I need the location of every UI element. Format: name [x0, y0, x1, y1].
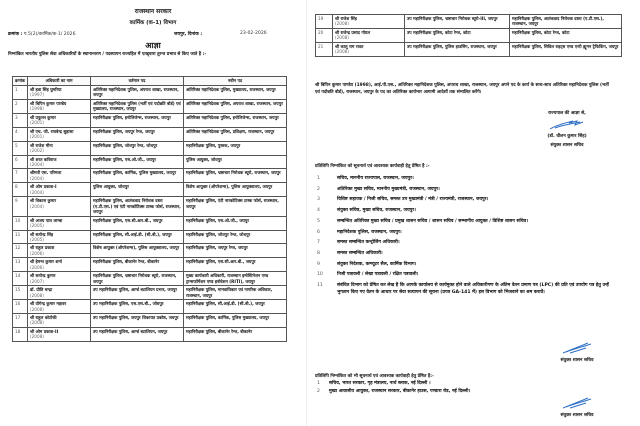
officer-batch: (2008) [30, 292, 44, 298]
new-post: अतिरिक्त महानिदेशक पुलिस, इन्टेलिजेन्स, राजस्थान, जयपुर [184, 113, 287, 127]
serial-number: 2 [13, 99, 28, 113]
serial-number: 10 [13, 216, 28, 230]
list-item [317, 197, 617, 203]
table-row [13, 313, 287, 327]
table-row [13, 99, 287, 113]
signatory-designation: संयुक्त शासन सचिव [550, 143, 584, 148]
list-item-number: 8 [317, 251, 320, 257]
officer-batch: (2006) [30, 264, 44, 270]
list-item-text: संयुक्त निदेशक, कम्प्यूटर सैल, कार्मिक विभाग। [337, 261, 417, 267]
officer-cell [28, 86, 91, 100]
column-header-new-post: नवीन पद [184, 77, 287, 86]
officer-batch: (2008) [335, 21, 349, 27]
list-item [317, 208, 617, 214]
new-post: महानिरीक्षक पुलिस, एस.सी.आर.बी., जयपुर [184, 258, 287, 272]
officer-batch: (2005) [30, 223, 44, 229]
new-post: पुलिस आयुक्त, जोधपुर [184, 155, 287, 169]
new-post: अतिरिक्त महानिदेशक पुलिस, अपराध शाखा, राजस्थान, जयपुर [184, 99, 287, 113]
table-row [13, 197, 287, 216]
signature-icon [547, 119, 587, 131]
signature-icon [560, 396, 594, 410]
serial-number: 19 [316, 15, 333, 29]
officer-name: श्री शरत कविराज [30, 156, 57, 162]
officer-cell [333, 15, 405, 29]
list-item [317, 381, 617, 387]
new-post: महानिरीक्षक पुलिस, आतंकवाद निरोधक दस्ता (ए.टी.एस.), राजस्थान, जयपुर [510, 15, 622, 29]
list-item [317, 272, 617, 278]
order-intro: निम्नांकित भारतीय पुलिस सेवा अधिकारियों के स्थानान्तरण / पदस्थापन राज्यहित में एतद्द्वारा तुरन्त प्रभाव से किए जाते है :- [8, 52, 207, 57]
officer-name: श्री एच. जी. राघवेन्द्र सुहासा [30, 128, 74, 134]
signature-block-copy-2 [537, 395, 617, 421]
current-post: महानिरीक्षक पुलिस, जोधपुर रेन्ज, जोधपुर [91, 141, 184, 155]
current-post: महानिरीक्षक पुलिस, सी.आई.डी. (सी.बी.), जयपुर [91, 230, 184, 244]
table-row [316, 42, 622, 56]
list-item-text: निजी पत्रावली / लेखा पत्रावली / रक्षित पत्रावली। [337, 272, 419, 278]
officer-batch: (2001) [30, 134, 44, 140]
current-post: उप महानिरीक्षक पुलिस, जयपुर शिकायत प्रकोष्ठ, जयपुर [91, 313, 184, 327]
list-item-number: 2 [317, 186, 320, 192]
list-item-text: सम्बन्धित अतिरिक्त मुख्य सचिव / प्रमुख शासन सचिव / शासन सचिव / सम्भागीय आयुक्त / विशिष्ट शासन सचिव। [337, 218, 528, 224]
serial-number: 9 [13, 197, 28, 216]
list-item-text: अतिरिक्त मुख्य सचिव, माननीय मुख्यमंत्री, राजस्थान, जयपुर। [337, 186, 440, 192]
officer-batch: (2004) [30, 189, 44, 195]
officer-name: श्री प्रफुल्ल कुमार [30, 114, 56, 120]
current-post: महानिरीक्षक पुलिस, जयपुर रेन्ज, जयपुर [91, 127, 184, 141]
officer-name: श्री राजेश मीना [30, 142, 53, 148]
list-item-text: मुख्य आवासीय आयुक्त, राजस्थान सरकार, बीकानेर हाउस, पण्डारा रोड, नई दिल्ली। [329, 388, 471, 394]
serial-number: 15 [13, 286, 28, 300]
officer-batch: (1998) [30, 106, 44, 112]
officer-cell [28, 197, 91, 216]
new-post: महानिरीक्षक पुलिस, सी.आई.डी. (सी.बी.), जयपुर [184, 300, 287, 314]
table-row [13, 86, 287, 100]
order-number-value: प.5(2)/कार्मिक/क-1/ 2026 [23, 32, 76, 37]
new-post: महानिरीक्षक पुलिस, सिविल राइट्स एण्ड एन्टी ह्यूमन ट्रैफिकिंग, जयपुर [510, 42, 622, 56]
government-title: राजस्थान सरकार [134, 8, 172, 15]
serial-number: 21 [316, 42, 333, 56]
officer-name: श्री राजेन्द्र प्रसाद गोयल [335, 29, 371, 35]
serial-number: 18 [13, 327, 28, 341]
serial-number: 14 [13, 272, 28, 286]
current-post: महानिरीक्षक पुलिस, कार्मिक, पुलिस मुख्यालय, जयपुर [91, 169, 184, 183]
list-item-text: विशिष्ट सहायक / निजी सचिव, समस्त उप मुख्यमंत्री / मंत्री / राज्यमंत्री, राजस्थान, जयपुर। [337, 197, 489, 203]
serial-number: 20 [316, 28, 333, 42]
officer-name: श्री बिपिन कुमार पाण्डेय [30, 100, 67, 106]
serial-number: 6 [13, 155, 28, 169]
serial-number: 8 [13, 183, 28, 197]
current-post: महानिरीक्षक पुलिस, एस.ओ.जी., जयपुर [91, 155, 184, 169]
current-post: महानिरीक्षक पुलिस, इन्टेलिजेन्स, राजस्थान, जयपुर [91, 113, 184, 127]
new-post: महानिरीक्षक पुलिस, भ्रष्टाचार निरोधक ब्यूरो, राजस्थान, जयपुर [184, 169, 287, 183]
officer-cell [28, 169, 91, 183]
serial-number: 4 [13, 127, 28, 141]
new-post: महानिरीक्षक पुलिस, एंटी नारकोटिक्स टास्क फोर्स, राजस्थान, जयपुर [184, 197, 287, 216]
officer-cell [28, 272, 91, 286]
current-post: पुलिस आयुक्त, जोधपुर [91, 183, 184, 197]
officer-cell [28, 141, 91, 155]
officer-name: श्रीमती एस. परिमला [30, 170, 62, 176]
officer-cell [28, 286, 91, 300]
officer-batch: (2001) [30, 120, 44, 126]
list-item-number: 5 [317, 218, 320, 224]
list-item-text: महानिदेशक पुलिस, राजस्थान, जयपुर। [337, 229, 402, 235]
table-row [13, 113, 287, 127]
by-order-text: राज्यपाल की आज्ञा से, [548, 111, 586, 116]
serial-number: 11 [13, 230, 28, 244]
officer-cell [28, 230, 91, 244]
new-post: महानिरीक्षक पुलिस, कार्मिक, पुलिस मुख्यालय, जयपुर [184, 313, 287, 327]
list-item-text: सचिव, भारत सरकार, गृह मंत्रालय, नार्थ ब्लाक, नई दिल्ली । [329, 381, 431, 386]
signatory-name: (डॉ. धौलन कुमार सिंह) [547, 134, 587, 139]
list-item-number: 1 [317, 176, 320, 181]
order-heading: आज्ञा [145, 41, 161, 50]
officer-name: डॉ. प्रीति चन्द्रा [30, 287, 53, 293]
list-item-number: 6 [317, 229, 320, 235]
table-row [13, 230, 287, 244]
new-post: महानिरीक्षक पुलिस, मानवाधिकार एवं नागरिक अधिकार, राजस्थान, जयपुर [184, 286, 287, 300]
table-row [13, 272, 287, 286]
officer-cell [28, 216, 91, 230]
new-post: महानिरीक्षक पुलिस, बीकानेर रेन्ज, बीकानेर [184, 327, 287, 341]
column-header-current-post: वर्तमान पद [91, 77, 184, 86]
serial-number: 1 [13, 86, 28, 100]
officer-name: श्री हेमन्त कुमार शर्मा [30, 259, 62, 265]
officer-batch: (2004) [30, 175, 44, 181]
signatory-designation: संयुक्त शासन सचिव [560, 358, 594, 363]
serial-number: 5 [13, 141, 28, 155]
serial-number: 17 [13, 313, 28, 327]
list-item-text: संबंधित विभाग को प्रेषित कर लेख है कि आपके कार्यालय से कार्यमुक्त होने वाले अधिकारीगण के अंतिम वेतन प्रमाण पत्र (LPC) की प्रति एवं उपयोग पत्र हेतु उन्हें भुगतान किए गए वेतन के आधार पर सेवा सत्यापन की सूचना (प्रपत्र GA-141 में) इस विभाग को भिजवाने का श्रम करावें। [337, 283, 609, 295]
officer-batch: (2008) [30, 334, 44, 340]
officer-name: श्री ओम प्रकाश-II [30, 328, 59, 334]
list-item-number: 3 [317, 197, 320, 203]
signature-block-main [517, 110, 617, 151]
list-item-text: संयुक्त सचिव, मुख्य सचिव, राजस्थान, जयपुर। [337, 208, 416, 214]
table-row [13, 169, 287, 183]
list-item [317, 176, 617, 182]
officer-cell [28, 127, 91, 141]
new-post: अतिरिक्त महानिदेशक पुलिस, मुख्यालय, राजस्थान, जयपुर [184, 86, 287, 100]
current-post: उप महानिरीक्षक पुलिस, कोटा रेन्ज, कोटा [405, 28, 510, 42]
list-item-number: 9 [317, 261, 320, 267]
column-header-name: अधिकारी का नाम [28, 77, 91, 86]
copy-list-1-heading: प्रतिलिपि निम्नांकित को सूचनार्थ एवं आवश्यक कार्यवाही हेतु प्रेषित है :- [315, 164, 430, 169]
list-item-number: 7 [317, 240, 320, 246]
new-post: महानिरीक्षक पुलिस, पुस्तक, जयपुर [184, 141, 287, 155]
officer-cell [28, 244, 91, 258]
signature-block-copy-1 [537, 340, 617, 366]
new-post: महानिरीक्षक पुलिस, एस.ओ.जी., जयपुर [184, 216, 287, 230]
list-item [317, 283, 617, 296]
order-date: 23-02-2026 [240, 31, 267, 36]
current-post: उप महानिरीक्षक पुलिस, एस.एस.बी., जोधपुर [91, 300, 184, 314]
officer-name: श्री कालू राम रावत [335, 43, 364, 49]
table-row [316, 28, 622, 42]
officer-cell [28, 183, 91, 197]
officer-batch: (2004) [30, 203, 44, 209]
place-date-label: जयपुर, दिनांक : [174, 32, 203, 37]
signature-icon [560, 341, 594, 355]
current-post: महानिरीक्षक पुलिस, एस.सी.आर.बी., जयपुर [91, 216, 184, 230]
order-page-2 [306, 0, 640, 426]
copy-list-1 [317, 176, 617, 300]
serial-number: 13 [13, 258, 28, 272]
copy-list-2-heading: प्रतिलिपि निम्नांकित को भी सूचनार्थ एवं आवश्यक कार्यवाही हेतु प्रेषित है:- [315, 374, 434, 379]
list-item-number: 4 [317, 208, 320, 214]
officer-cell [28, 113, 91, 127]
officer-name: श्री राहुल कोटोकी [30, 314, 57, 320]
list-item-text: समस्त सम्बन्धित कन्ट्रोलिंग अधिकारी। [337, 240, 400, 246]
new-post: मुख्य कार्यकारी अधिकारी, राजस्थान इन्वेस्टिगेशन एण्ड ट्रान्सफॉर्मेशन एण्ड इनोवेशन (RITI), जयपुर [184, 272, 287, 286]
officer-name: श्री योगेन्द्र कुमार महावर [30, 301, 67, 307]
officer-batch: (2007) [30, 278, 44, 284]
place-date [174, 31, 202, 37]
current-post: उप महानिरीक्षक पुलिस, पुलिस हाउसिंग, राजस्थान, जयपुर [405, 42, 510, 56]
serial-number: 7 [13, 169, 28, 183]
department-title: कार्मिक (क-1) विभाग [129, 20, 177, 26]
new-post: महानिरीक्षक पुलिस, कोटा रेन्ज, कोटा [510, 28, 622, 42]
officer-name: श्री अजय पाल लाम्बा [30, 217, 63, 223]
order-page-1 [0, 0, 306, 426]
list-item [317, 251, 617, 257]
serial-number: 3 [13, 113, 28, 127]
officer-batch: (2002) [30, 148, 44, 154]
list-item [317, 262, 617, 268]
officer-cell [28, 155, 91, 169]
current-post: महानिरीक्षक पुलिस, बीकानेर रेन्ज, बीकानेर [91, 258, 184, 272]
officer-batch: (2004) [30, 161, 44, 167]
list-item-number: 10 [317, 272, 323, 278]
current-post: महानिरीक्षक पुलिस, आतंकवाद निरोधक दस्ता (ए.टी.एस.) एवं एंटी नारकोटिक्स टास्क फोर्स, राजस्थान, जयपुर [91, 197, 184, 216]
officer-name: श्री ओम प्रकाश-I [30, 184, 57, 190]
list-item-text: समस्त सम्बन्धित अधिकारी। [337, 251, 383, 257]
current-post: उप महानिरीक्षक पुलिस, भ्रष्टाचार निरोधक ब्यूरो-III, जयपुर [405, 15, 510, 29]
table-row [13, 127, 287, 141]
signatory-designation: संयुक्त शासन सचिव [560, 413, 594, 418]
current-post: महानिरीक्षक पुलिस, भ्रष्टाचार निरोधक ब्यूरो, राजस्थान, जयपुर [91, 272, 184, 286]
current-post: अतिरिक्त महानिदेशक पुलिस, अपराध शाखा, राजस्थान, जयपुर [91, 86, 184, 100]
serial-number: 16 [13, 300, 28, 314]
officer-name: श्री हवा सिंह घुमरिया [30, 87, 62, 92]
additional-charge-paragraph: श्री बिपिन कुमार पाण्डेय (1998), आई.पी.एस., अतिरिक्त महानिदेशक पुलिस, अपराध शाखा, राजस्थान, जयपुर अपने पद के कार्य के साथ-साथ अतिरिक्त महानिदेशक पुलिस (भर्ती एवं पदोन्नति बोर्ड), राजस्थान, जयपुर के पद का अतिरिक्त कार्यभार आगामी आदेशों तक संभालित करेंगे। [315, 83, 609, 95]
table-row [13, 141, 287, 155]
list-item-number: 1 [317, 381, 320, 386]
officer-cell [333, 42, 405, 56]
table-row [13, 327, 287, 341]
officer-batch: (2008) [335, 35, 349, 41]
table-row [13, 244, 287, 258]
table-row [316, 15, 622, 29]
current-post: अतिरिक्त महानिदेशक पुलिस (भर्ती एवं पदोन्नति बोर्ड) एवं मुख्यालय, राजस्थान, जयपुर [91, 99, 184, 113]
list-item-text: सचिव, माननीय राज्यपाल, राजस्थान, जयपुर। [337, 176, 414, 181]
table-row [13, 216, 287, 230]
current-post: उप महानिरीक्षक पुलिस, आर्म्ड बटालियन, जयपुर [91, 327, 184, 341]
list-item-number: 2 [317, 388, 320, 394]
officer-batch: (2008) [30, 320, 44, 326]
transfer-table-part-2 [315, 14, 622, 57]
officer-batch: (2008) [335, 49, 349, 55]
officer-cell [28, 258, 91, 272]
current-post: उप महानिरीक्षक पुलिस, आर्म्ड बटालियन प्रभार, जयपुर [91, 286, 184, 300]
list-item [317, 187, 617, 193]
officer-batch: (2008) [30, 306, 44, 312]
table-row [13, 286, 287, 300]
table-row [13, 183, 287, 197]
list-item [317, 219, 617, 225]
table-row [13, 258, 287, 272]
officer-name: श्री राहुल प्रकाश [30, 245, 55, 251]
order-number-label: क्रमांक : [8, 32, 23, 37]
new-post: विशेष आयुक्त (ऑपरेशन्स), पुलिस आयुक्तालय, जयपुर [184, 183, 287, 197]
officer-batch: (2005) [30, 236, 44, 242]
new-post: महानिरीक्षक पुलिस, जयपुर रेन्ज, जयपुर [184, 244, 287, 258]
order-number [8, 31, 76, 37]
new-post: अतिरिक्त महानिदेशक पुलिस, प्रशिक्षण, राजस्थान, जयपुर [184, 127, 287, 141]
transfer-table-part-1 [12, 76, 287, 342]
list-item [317, 230, 617, 236]
table-row [13, 155, 287, 169]
officer-cell [333, 28, 405, 42]
current-post: विशेष आयुक्त (ऑपरेशन्स), पुलिस आयुक्तालय, जयपुर [91, 244, 184, 258]
list-item [317, 240, 617, 246]
new-post: महानिरीक्षक पुलिस, जोधपुर रेन्ज, जोधपुर [184, 230, 287, 244]
officer-batch: (2006) [30, 250, 44, 256]
officer-cell [28, 300, 91, 314]
list-item-number: 11 [317, 283, 323, 289]
officer-cell [28, 99, 91, 113]
officer-cell [28, 327, 91, 341]
serial-number: 12 [13, 244, 28, 258]
officer-name: श्री सत्येन्द्र कुमार [30, 273, 56, 279]
table-row [13, 300, 287, 314]
officer-batch: (1997) [30, 92, 44, 98]
officer-name: श्री विकास कुमार [30, 198, 57, 204]
table-header-row [13, 77, 287, 86]
officer-cell [28, 313, 91, 327]
officer-name: श्री राजेश सिंह [335, 16, 357, 21]
officer-name: श्री सत्येन्द्र सिंह [30, 231, 54, 237]
column-header-sn: क्रमांक [13, 77, 28, 86]
